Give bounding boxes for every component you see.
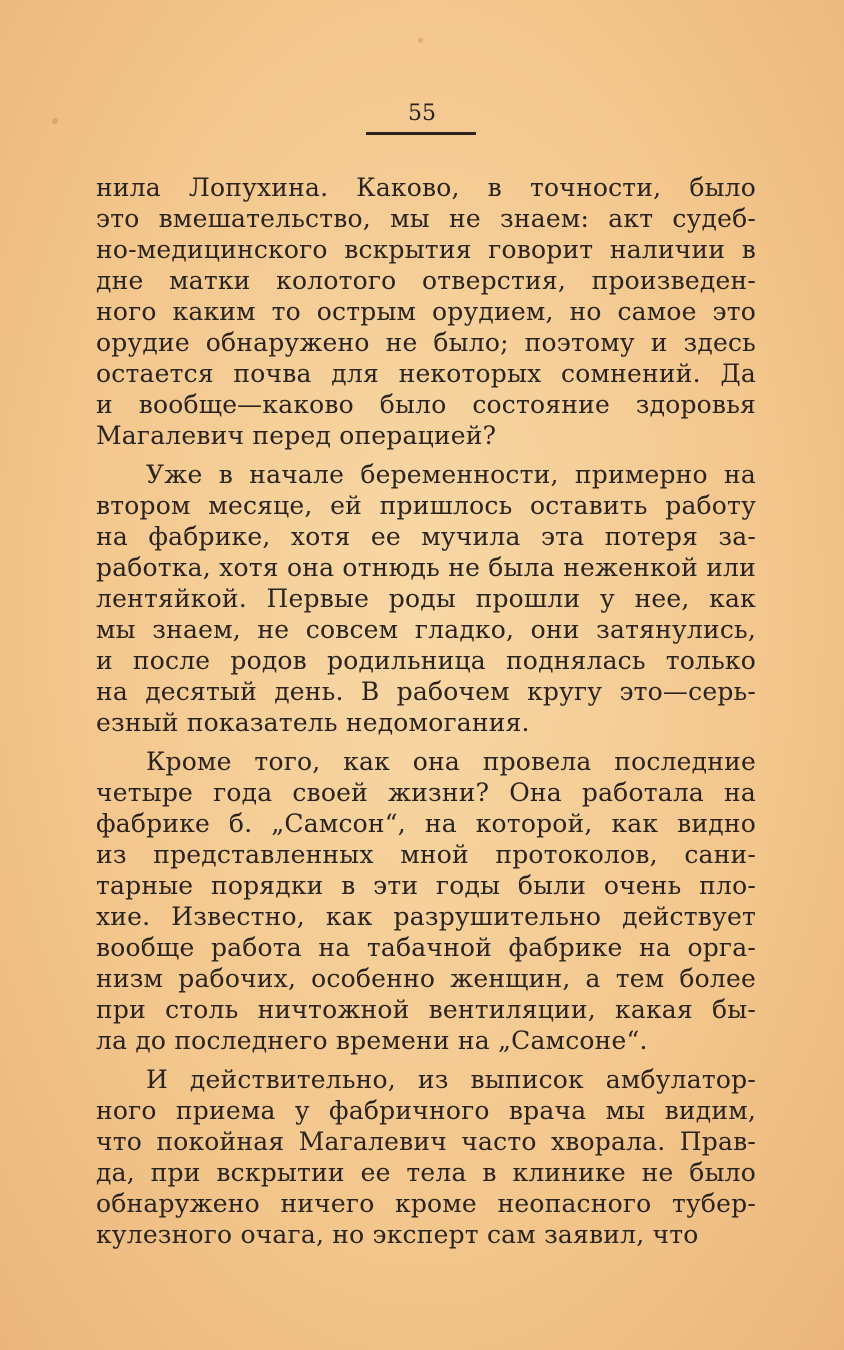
text-line: это вмешательство, мы не знаем: акт судеб- <box>96 204 756 233</box>
text-line: при столь ничтожной вентиляции, какая бы- <box>96 995 756 1024</box>
text-line: Кроме того, как она провела последние <box>146 747 756 776</box>
text-line: Магалевич перед операцией? <box>96 421 497 450</box>
text-line: ла до последнего времени на „Самсоне“. <box>96 1026 648 1055</box>
header-rule <box>366 132 476 135</box>
text-line: хие. Известно, как разрушительно действует <box>96 902 756 931</box>
text-line: фабрике б. „Самсон“, на которой, как видно <box>96 809 756 838</box>
text-line: езный показатель недомогания. <box>96 708 530 737</box>
text-line: дне матки колотого отверстия, произведен- <box>96 266 756 295</box>
text-line: И действительно, из выписок амбулатор- <box>146 1065 756 1094</box>
text-line: тарные порядки в эти годы были очень пло- <box>96 871 756 900</box>
text-line: из представленных мной протоколов, сани- <box>96 840 756 869</box>
text-line: лентяйкой. Первые роды прошли у нее, как <box>96 584 756 613</box>
paragraph-gap <box>96 738 756 746</box>
text-line: мы знаем, не совсем гладко, они затянулись, <box>96 615 756 644</box>
text-line: да, при вскрытии ее тела в клинике не было <box>96 1158 756 1187</box>
paragraph <box>96 459 756 738</box>
text-line: остается почва для некоторых сомнений. Да <box>96 359 756 388</box>
text-line: работка, хотя она отнюдь не была неженкой или <box>96 553 756 582</box>
text-line: низм рабочих, особенно женщин, а тем более <box>96 964 756 993</box>
text-line: ного приема у фабричного врача мы видим, <box>96 1096 756 1125</box>
paragraph <box>96 746 756 1056</box>
text-line: орудие обнаружено не было; поэтому и здесь <box>96 328 756 357</box>
text-line: нила Лопухина. Каково, в точности, было <box>96 173 756 202</box>
text-line: ного каким то острым орудием, но самое это <box>96 297 756 326</box>
text-line: на фабрике, хотя ее мучила эта потеря за- <box>96 522 756 551</box>
text-line: что покойная Магалевич часто хворала. Прав- <box>96 1127 756 1156</box>
text-line: и после родов родильница поднялась только <box>96 646 756 675</box>
paragraph <box>96 1064 756 1250</box>
text-line: четыре года своей жизни? Она работала на <box>96 778 756 807</box>
text-line: на десятый день. В рабочем кругу это—серь- <box>96 677 756 706</box>
text-line: Уже в начале беременности, примерно на <box>146 460 756 489</box>
page-number: 55 <box>408 101 436 126</box>
text-line: вообще работа на табачной фабрике на орга- <box>96 933 756 962</box>
body-text <box>96 172 756 1250</box>
paragraph <box>96 172 756 451</box>
paragraph-gap <box>96 1056 756 1064</box>
text-line: но-медицинского вскрытия говорит наличии в <box>96 235 756 264</box>
text-line: и вообще—каково было состояние здоровья <box>96 390 756 419</box>
text-line: втором месяце, ей пришлось оставить работу <box>96 491 756 520</box>
paragraph-gap <box>96 451 756 459</box>
text-line: кулезного очага, но эксперт сам заявил, что <box>96 1220 699 1249</box>
paper-spot <box>418 38 423 43</box>
text-line: обнаружено ничего кроме неопасного тубер- <box>96 1189 756 1218</box>
